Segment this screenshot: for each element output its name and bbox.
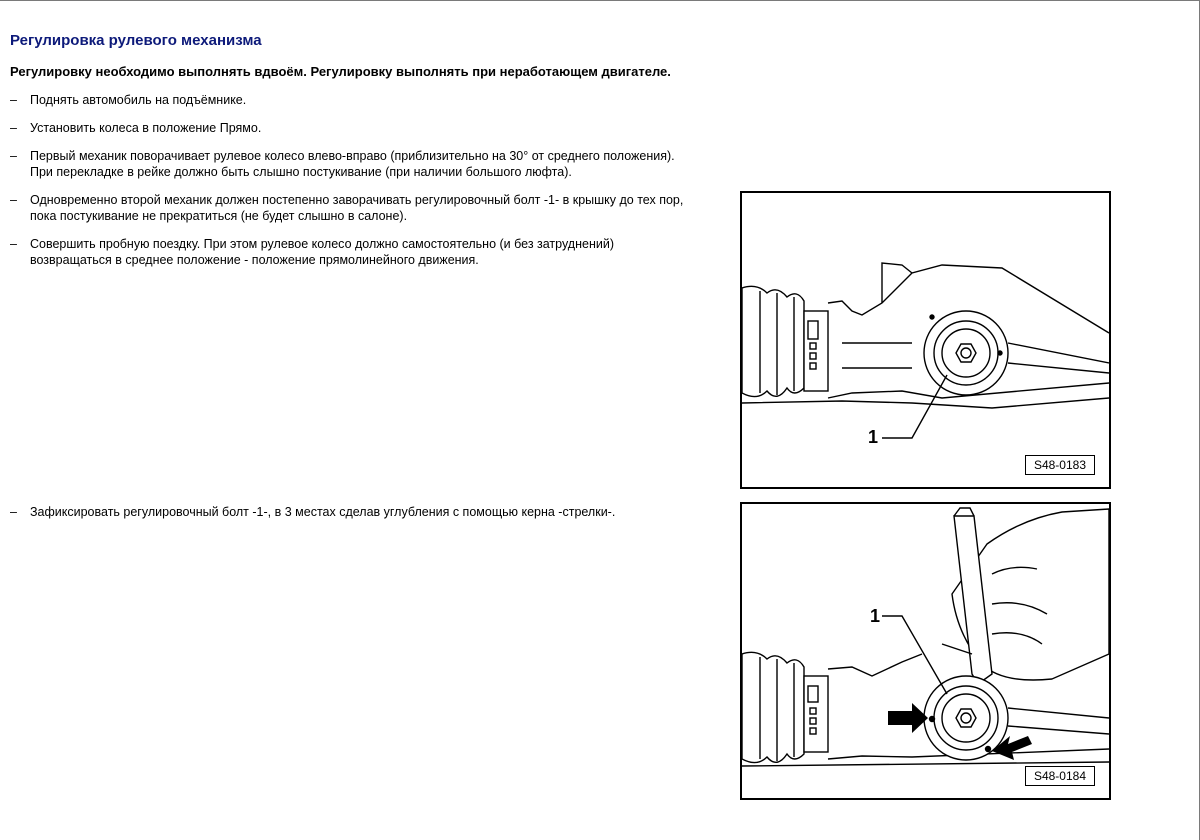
step-dash: –: [10, 121, 17, 135]
step-line: При перекладке в рейке должно быть слышно постукивание (при наличии большого люфта).: [30, 165, 572, 179]
step-dash: –: [10, 149, 17, 163]
steering-rack-illustration: [742, 193, 1109, 487]
step-dash: –: [10, 193, 17, 207]
top-border: [0, 0, 1200, 1]
page-subtitle: Регулировку необходимо выполнять вдвоём. Регулировку выполнять при неработающем двигателе.: [10, 64, 671, 79]
callout-number: 1: [868, 427, 879, 447]
step-dash: –: [10, 93, 17, 107]
step-line: Совершить пробную поездку. При этом рулевое колесо должно самостоятельно (и без затруднений): [30, 237, 614, 251]
step-dash: –: [10, 505, 17, 519]
step-line: Первый механик поворачивает рулевое колесо влево-вправо (приблизительно на 30° от среднего положения).: [30, 149, 675, 163]
step-line: Установить колеса в положение Прямо.: [30, 121, 262, 135]
step-line: Зафиксировать регулировочный болт -1-, в 3 местах сделав углубления с помощью керна -стрелки-.: [30, 505, 616, 519]
figure-label: S48-0183: [1025, 455, 1095, 475]
page-title: Регулировка рулевого механизма: [10, 32, 262, 49]
step-line: Одновременно второй механик должен постепенно заворачивать регулировочный болт -1- в крышку до тех пор,: [30, 193, 684, 207]
step-line: возвращаться в среднее положение - положение прямолинейного движения.: [30, 253, 479, 267]
figure-steering-lock: [740, 502, 1111, 800]
figure-label: S48-0184: [1025, 766, 1095, 786]
step-line: Поднять автомобиль на подъёмнике.: [30, 93, 247, 107]
figure-steering-adjust: [740, 191, 1111, 489]
steering-rack-punch-illustration: [742, 504, 1109, 798]
step-line: пока постукивание не прекратиться (не будет слышно в салоне).: [30, 209, 408, 223]
step-dash: –: [10, 237, 17, 251]
callout-number: 1: [870, 606, 881, 626]
